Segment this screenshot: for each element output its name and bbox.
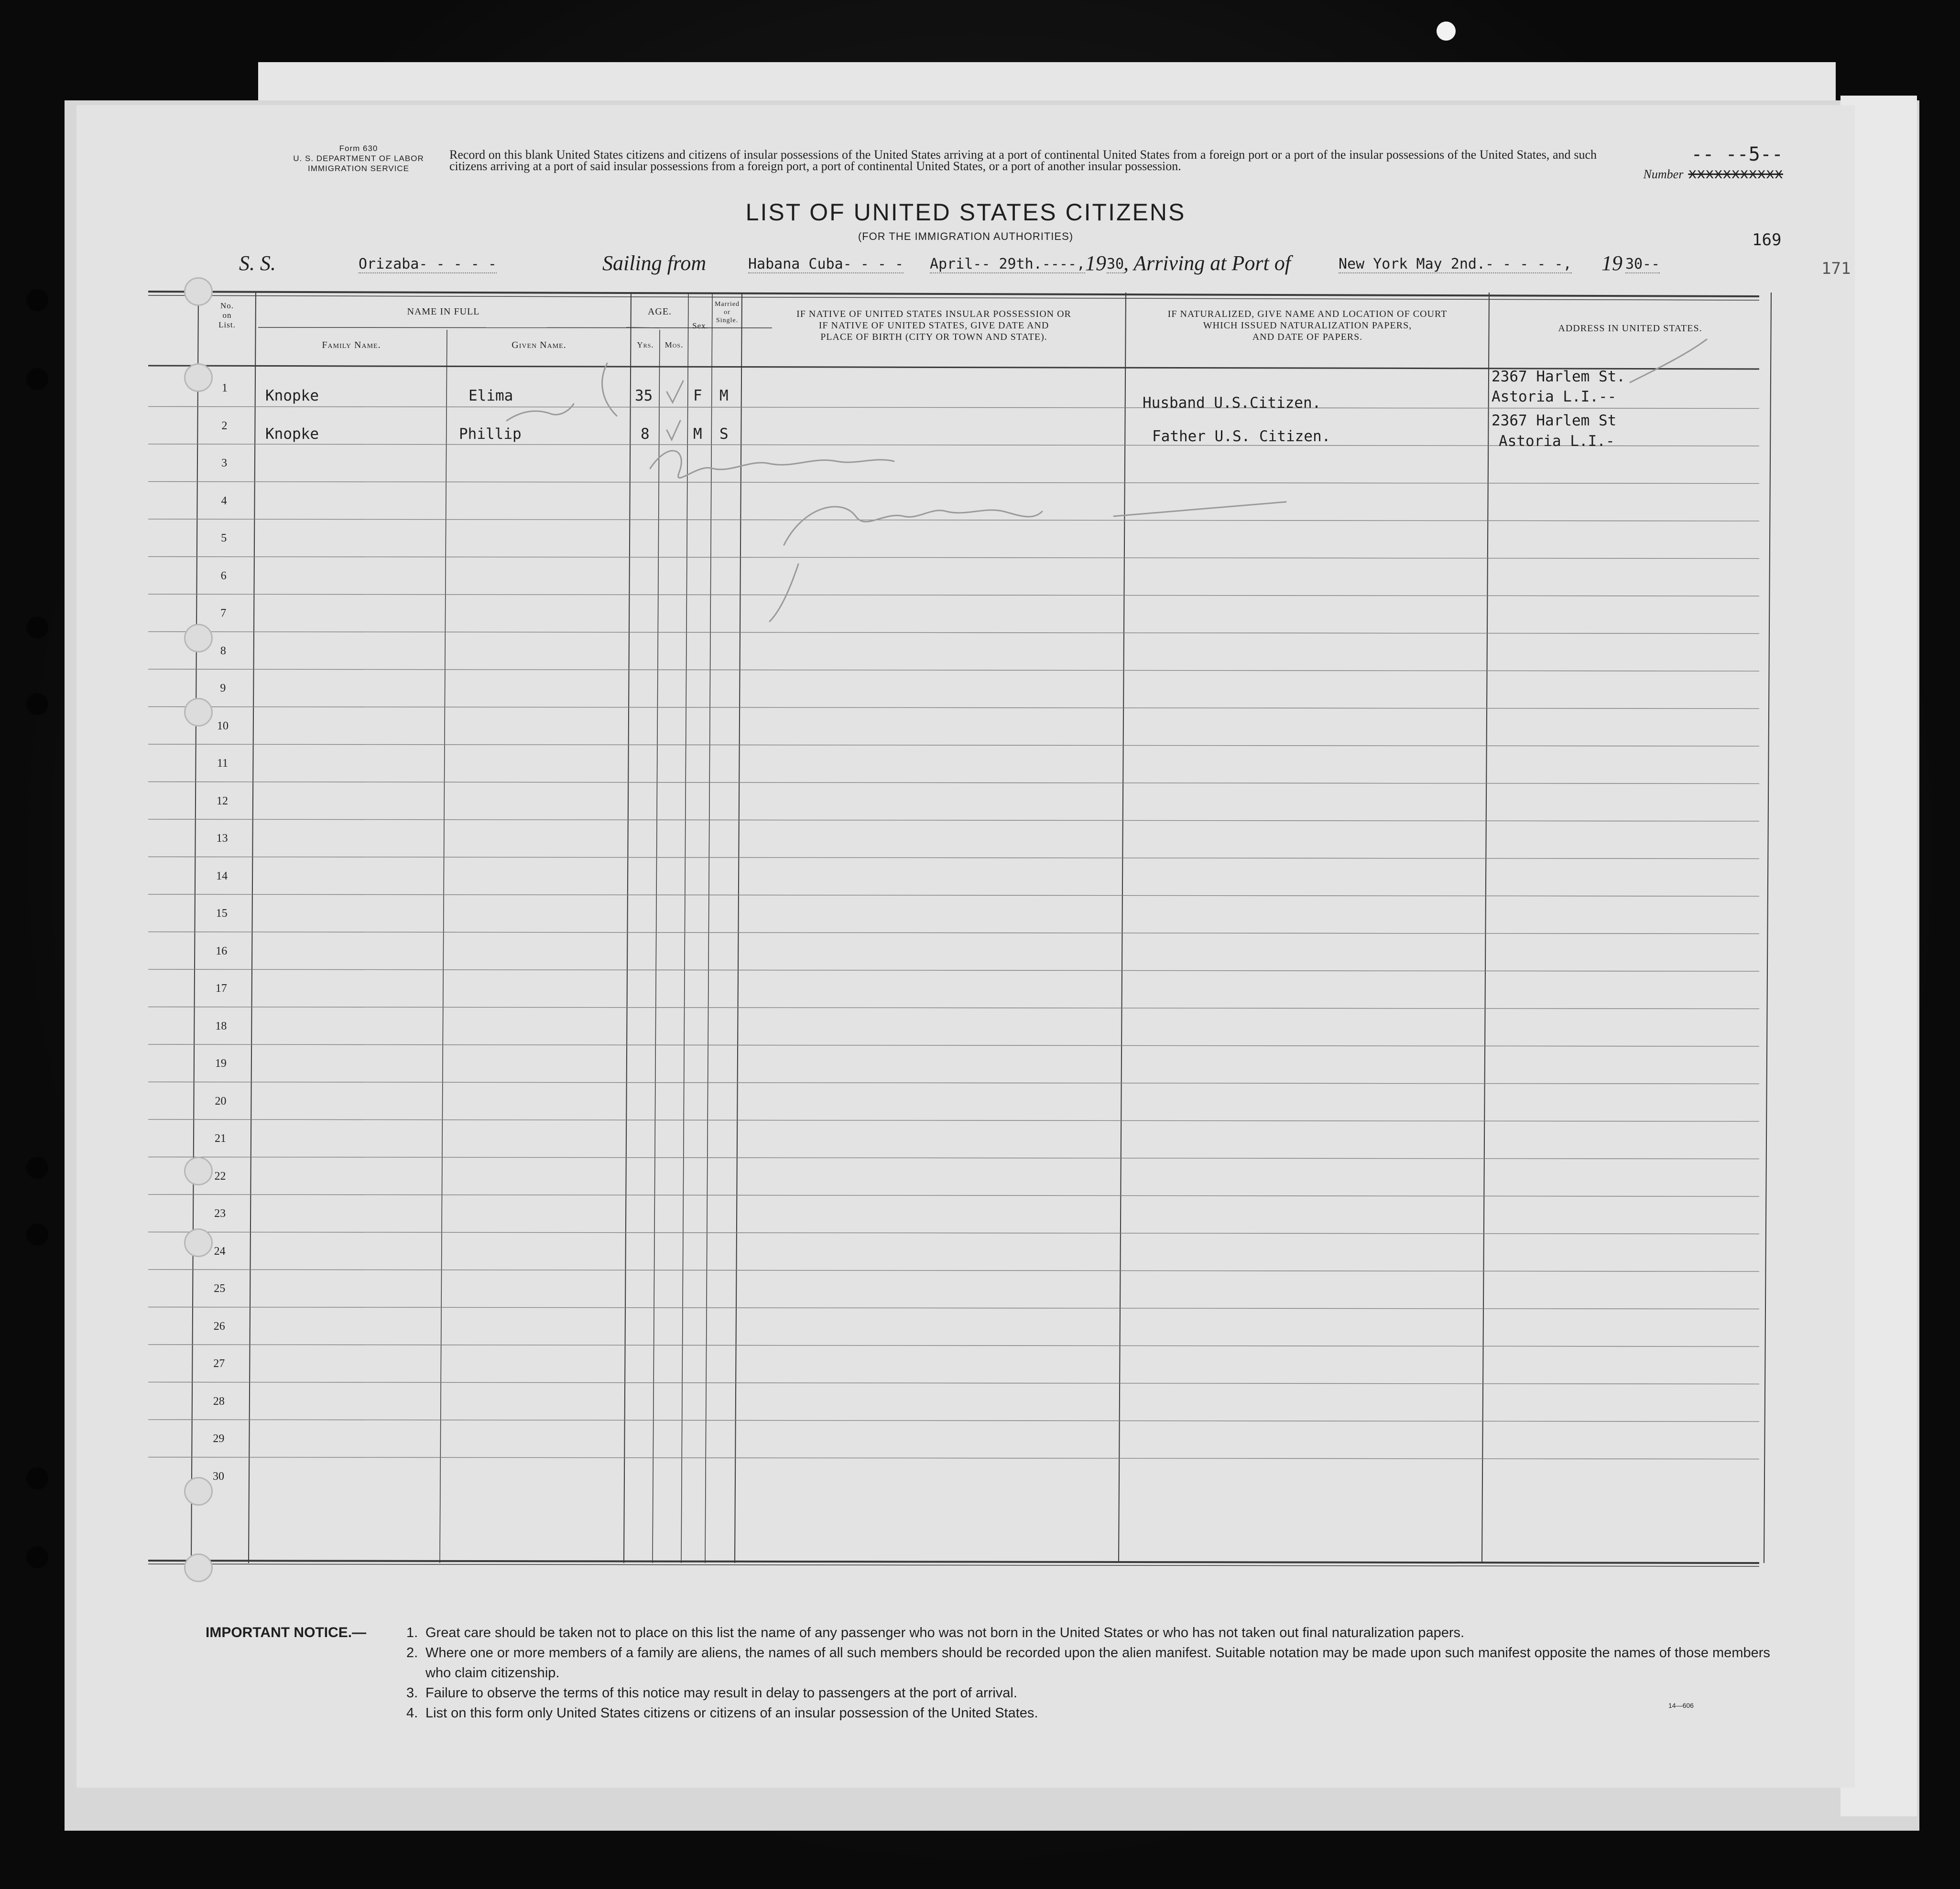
header-native-line: IF NATIVE OF UNITED STATES, GIVE DATE AND [818,320,1049,331]
row-number: 1 [222,382,228,395]
binder-hole [26,1467,48,1489]
row-number: 23 [214,1207,226,1220]
manifest-page [76,105,1855,1788]
departure-port: Habana Cuba- - - - [748,256,904,272]
row-number: 9 [220,682,226,695]
row-rule [148,1270,1759,1271]
row-number: 2 [221,419,228,432]
entry-1-given-name: Elima [468,387,513,404]
margin-punch [184,1553,213,1582]
row-number: 11 [217,757,229,770]
notice-item [406,1683,1793,1703]
row-rule [148,894,1759,896]
service-name: IMMIGRATION SERVICE [307,164,409,173]
entry-2-age-years: 8 [641,425,650,443]
entry-2-given-name: Phillip [459,425,522,443]
record-instructions: Record on this blank United States citizens and citizens of insular possessions of the United States arriving at a port of continental United States from a foreign port or a port of the insular possessions of the United States, and such citizens arriving at a port of said insular possessions from a foreign port, a port of continental United States, or a port of another insular possession. [449,148,1597,173]
entry-1-family-name: Knopke [265,387,319,404]
manifest-grid [76,105,1855,1788]
year2-printed: 19 [1601,251,1622,275]
header-married-line: Single. [716,317,739,324]
binder-hole [26,289,48,311]
row-number: 5 [221,532,227,545]
printer-code: 14—606 [1668,1702,1694,1709]
binder-hole [26,1157,48,1179]
row-rule [148,1420,1759,1422]
row-rule [148,1082,1759,1084]
row-number: 20 [215,1095,227,1107]
entry-1-naturalization: Husband U.S.Citizen. [1143,394,1321,412]
row-number: 6 [220,569,227,582]
header-family-name: Family Name. [322,340,381,350]
header-address: ADDRESS IN UNITED STATES. [1558,323,1702,334]
binder-hole [26,1224,48,1246]
margin-punch [184,1228,213,1257]
header-given-name: Given Name. [512,340,566,350]
row-number: 8 [220,644,226,657]
row-rule [148,482,1759,484]
header-name-in-full: NAME IN FULL [407,306,480,317]
row-rule [148,1119,1759,1121]
row-rule [148,557,1759,559]
row-rule [148,932,1759,934]
row-rule [148,1044,1759,1046]
entry-1-address-line1: 2367 Harlem St. [1492,368,1625,385]
number-label: Number [1643,167,1684,181]
header-no-line: No. [220,301,234,310]
row-number: 30 [212,1470,224,1483]
row-rule [148,632,1759,634]
header-months: Mos. [664,340,684,349]
header-married-single [712,300,742,325]
binder-hole [26,693,48,715]
row-rule [148,594,1759,596]
notice-number: 3. [406,1685,418,1701]
header-married-line: Married [714,301,740,308]
notice-text: List on this form only United States citizens or citizens of an insular possession of the United States. [425,1705,1038,1721]
row-number: 14 [216,869,228,882]
margin-punch [184,1157,213,1185]
department-name: U. S. DEPARTMENT OF LABOR [293,154,424,163]
year-printed: 19 [1085,251,1106,275]
page-stamp-lower: 171 [1821,259,1851,278]
entry-2-naturalization: Father U.S. Citizen. [1152,428,1331,445]
row-number: 19 [215,1057,227,1070]
page-title: LIST OF UNITED STATES CITIZENS [745,199,1186,226]
row-number: 24 [214,1245,226,1258]
row-number: 3 [221,457,228,470]
entry-2-family-name: Knopke [265,425,319,443]
row-rule [148,669,1759,671]
row-rule [148,782,1759,784]
row-rule [148,744,1759,746]
header-naturalized-line: IF NATURALIZED, GIVE NAME AND LOCATION OF COURT [1167,309,1448,319]
row-number: 28 [213,1395,225,1408]
header-naturalized-line: AND DATE OF PAPERS. [1252,332,1363,342]
entry-1-sex: F [693,387,702,404]
notice-item [406,1623,1793,1643]
row-number: 22 [214,1170,226,1183]
row-rule [148,1457,1759,1459]
row-rule [148,519,1759,521]
row-rule [148,1157,1759,1159]
notice-heading: IMPORTANT NOTICE.— [206,1625,367,1640]
departure-date: April-- 29th.----, [930,256,1086,272]
arrival-port-date: New York May 2nd.- - - - -, [1339,256,1572,272]
row-rule [148,1232,1759,1234]
header-sex: Sex. [692,321,708,330]
row-number: 15 [216,907,228,920]
entry-2-marital-status: S [719,425,729,443]
row-number: 12 [217,794,229,807]
notice-text: Great care should be taken not to place on this list the name of any passenger who was not born in the United States or who has not taken out final naturalization papers. [425,1625,1465,1640]
row-rule [148,1194,1759,1196]
row-rule [148,969,1759,971]
binder-hole [26,617,48,639]
arriving-label: , Arriving at Port of [1123,251,1291,275]
margin-punch [184,624,213,652]
scan-dot [1437,22,1456,41]
row-rule [148,857,1759,859]
row-number: 25 [214,1282,226,1295]
binder-hole [26,1546,48,1568]
entry-2-address-line1: 2367 Harlem St [1492,412,1617,429]
ship-name: Orizaba- - - - - [359,256,497,272]
header-naturalization [1126,308,1489,343]
year-typed: 30 [1107,256,1124,272]
row-number: 13 [216,832,228,845]
margin-punch [184,277,213,306]
header-native-birthplace [742,308,1126,343]
notice-number: 4. [406,1705,418,1721]
header-married-line: or [724,309,730,316]
row-rule [148,1007,1759,1009]
notice-number: 1. [406,1625,418,1640]
row-number: 26 [213,1320,225,1333]
ss-label: S. S. [239,251,276,275]
row-number: 27 [213,1357,225,1370]
header-native-line: PLACE OF BIRTH (CITY OR TOWN AND STATE). [820,332,1047,342]
notice-number: 2. [406,1645,418,1661]
row-number: 21 [215,1132,226,1145]
row-number: 10 [217,719,229,732]
notice-item [406,1703,1793,1723]
notice-item [406,1643,1793,1683]
margin-punch [184,698,213,727]
header-naturalized-line: WHICH ISSUED NATURALIZATION PAPERS, [1203,320,1412,331]
row-number: 29 [213,1433,225,1445]
binder-hole [26,368,48,390]
row-number: 17 [215,982,227,995]
row-number: 18 [215,1020,227,1032]
header-native-line: IF NATIVE OF UNITED STATES INSULAR POSSESSION OR [796,309,1071,319]
margin-punch [184,363,213,392]
notice-text: Where one or more members of a family are aliens, the names of all such members should be recorded upon the alien manifest. Suitable notation may be made upon such manifest opposite the names of those members who claim citizenship. [425,1645,1770,1681]
notice-text: Failure to observe the terms of this notice may result in delay to passengers at the port of arrival. [425,1685,1017,1701]
sailing-from-label: Sailing from [602,251,707,275]
entry-1-marital-status: M [719,387,729,404]
header-years: Yrs. [637,340,654,349]
entry-2-address-line2: Astoria L.I.- [1499,433,1615,450]
row-rule [148,1307,1759,1309]
header-no-on-list [198,301,256,330]
row-rule [148,1382,1759,1384]
page-stamp-upper: 169 [1752,230,1782,250]
entry-1-age-years: 35 [635,387,653,404]
header-age: AGE. [647,306,672,317]
row-rule [148,1345,1759,1346]
entry-2-sex: M [693,425,702,443]
struck-number: xxxxxxxxxxx [1688,165,1783,182]
row-number: 7 [220,607,227,620]
row-rule [148,407,1759,409]
row-number: 16 [216,944,228,957]
notice-list [406,1623,1793,1723]
entry-1-address-line2: Astoria L.I.-- [1492,388,1617,405]
header-no-line: on [222,311,232,320]
page-subtitle: (FOR THE IMMIGRATION AUTHORITIES) [858,230,1074,242]
header-no-line: List. [218,320,236,329]
row-number: 4 [221,494,227,507]
year2-typed: 30-- [1625,256,1660,272]
form-number: Form 630 [339,144,378,153]
sheet-number: -- --5-- [1691,143,1783,165]
margin-punch [184,1477,213,1506]
row-rule [148,707,1759,709]
row-rule [148,819,1759,821]
